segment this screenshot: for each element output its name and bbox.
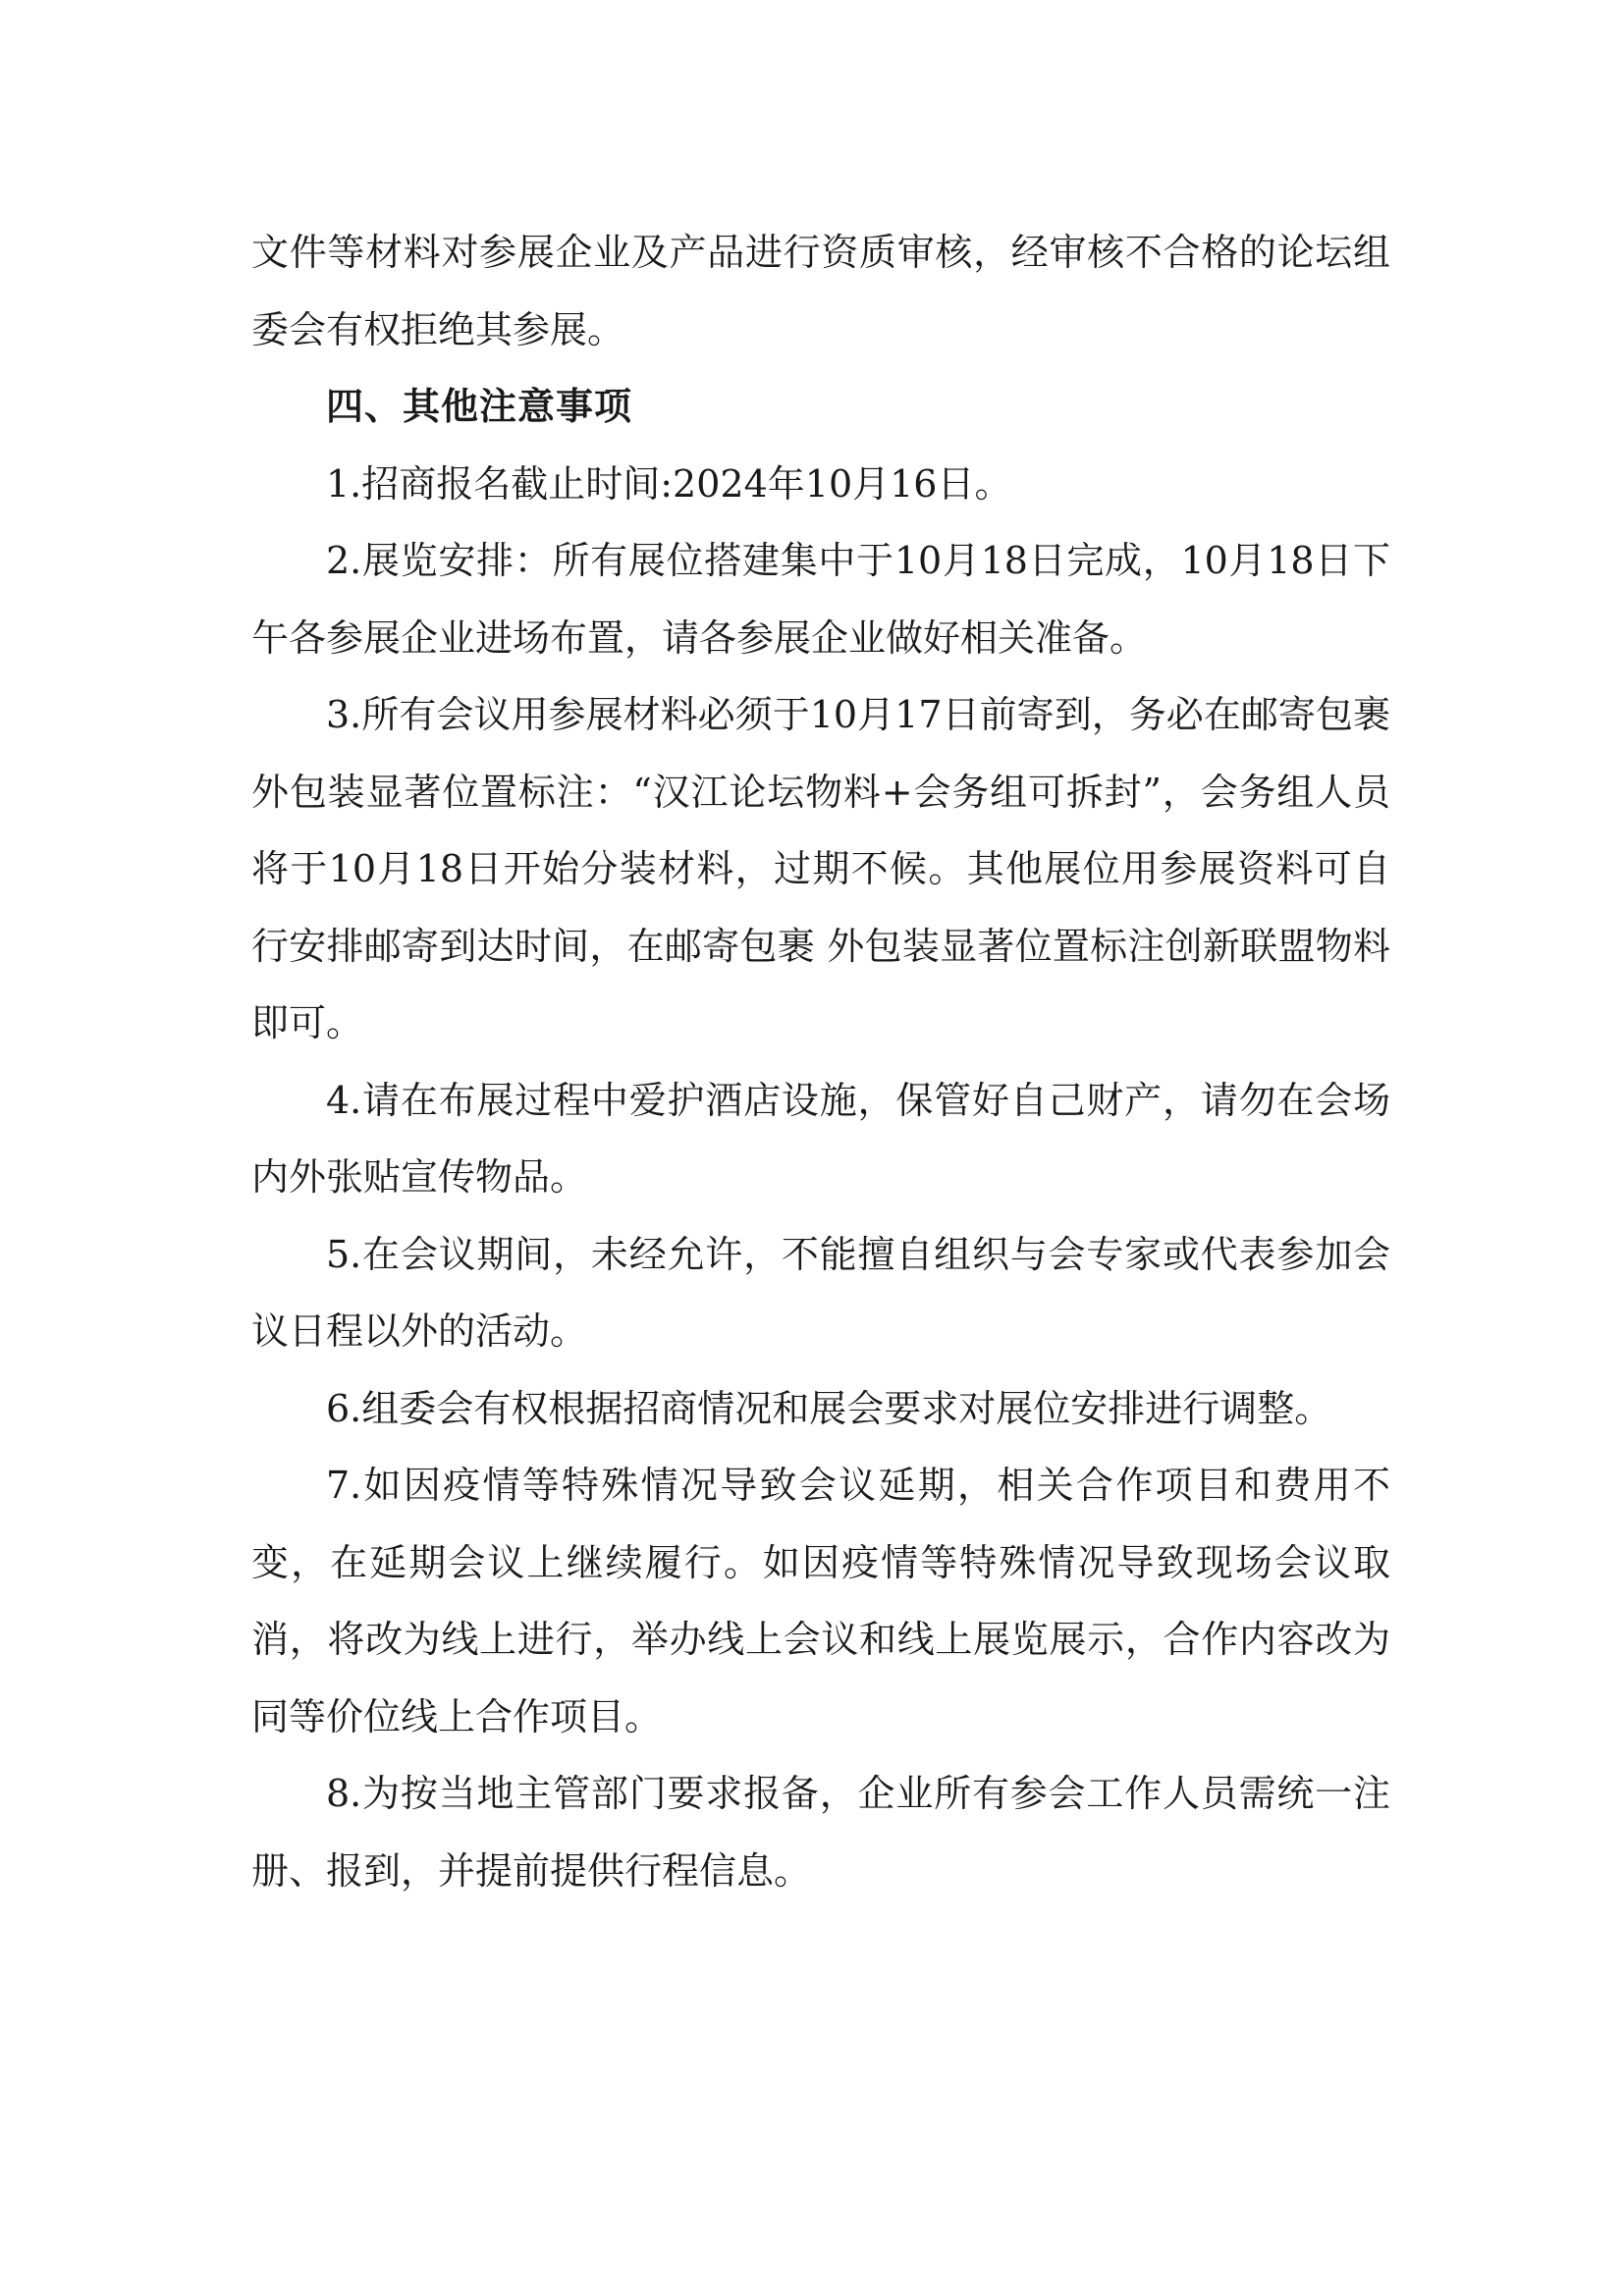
section-heading-other-notes: 四、其他注意事项 [326, 385, 633, 428]
paragraph-item-4: 4.请在布展过程中爱护酒店设施，保管好自己财产，请勿在会场内外张贴宣传物品。 [251, 1078, 1390, 1199]
document-body [251, 214, 1390, 1909]
paragraph-item-8: 8.为按当地主管部门要求报备，企业所有参会工作人员需统一注册、报到，并提前提供行程信息。 [251, 1772, 1390, 1893]
paragraph-continuation: 文件等材料对参展企业及产品进行资质审核，经审核不合格的论坛组委会有权拒绝其参展。 [251, 231, 1390, 351]
paragraph-item-3: 3.所有会议用参展材料必须于10月17日前寄到，务必在邮寄包裹外包装显著位置标注：“汉江论坛物料+会务组可拆封”，会务组人员将于10月18日开始分装材料，过期不候。其他展位用参展资料可自行安排邮寄到达时间，在邮寄包裹 外包装显著位置标注创新联盟物料即可。 [251, 693, 1390, 1044]
paragraph-item-1: 1.招商报名截止时间:2024年10月16日。 [326, 461, 1012, 506]
paragraph-item-6: 6.组委会有权根据招商情况和展会要求对展位安排进行调整。 [326, 1386, 1332, 1430]
paragraph-item-2: 2.展览安排：所有展位搭建集中于10月18日完成，10月18日下午各参展企业进场布置，请各参展企业做好相关准备。 [251, 539, 1390, 660]
paragraph-item-5: 5.在会议期间，未经允许，不能擅自组织与会专家或代表参加会议日程以外的活动。 [251, 1232, 1390, 1353]
paragraph-item-7: 7.如因疫情等特殊情况导致会议延期，相关合作项目和费用不变，在延期会议上继续履行。如因疫情等特殊情况导致现场会议取消，将改为线上进行，举办线上会议和线上展览展示，合作内容改为同等价位线上合作项目。 [251, 1464, 1390, 1738]
